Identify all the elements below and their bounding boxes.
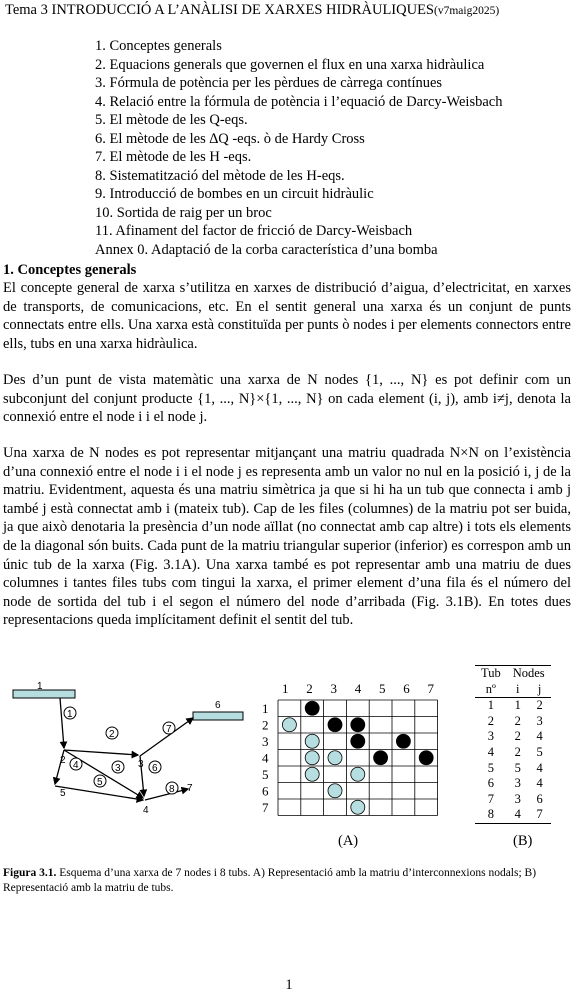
label-a: (A) [338,833,359,849]
tubs-subheader-n: nº [475,682,507,698]
matrix-row-header: 7 [262,800,269,815]
svg-text:6: 6 [152,763,158,774]
tube-marker-3 [112,761,124,774]
svg-text:1: 1 [67,709,73,720]
tube-marker-5 [94,775,106,788]
svg-text:5: 5 [97,777,103,788]
matrix-dot-lower [282,718,296,732]
connectivity-matrix [258,680,458,820]
matrix-dot-lower [305,734,319,748]
tube-marker-6 [149,761,161,774]
svg-text:3: 3 [115,763,121,774]
tubs-subheader-i: i [507,682,529,698]
table-of-contents [95,37,502,259]
svg-text:2: 2 [109,729,115,740]
toc-item: 1. Conceptes generals [95,38,222,54]
matrix-dot-upper [419,751,433,765]
pipe-2 [64,750,138,755]
tube-marker-2 [106,727,118,740]
table-row: 3 2 4 [487,729,543,744]
matrix-dot-upper [305,701,319,715]
page-header [5,2,499,19]
svg-text:4: 4 [73,760,79,771]
tube-marker-1 [64,707,76,720]
matrix-row-header: 5 [262,767,269,782]
pipe-3 [64,750,143,798]
tubs-header-tub: Tub [475,666,507,682]
tube-marker-8 [166,782,178,795]
header-version: (v7maig2025) [434,5,500,17]
matrix-row-header: 1 [262,701,269,716]
table-row: 2 2 3 [487,713,543,728]
matrix-dot-upper [328,718,342,732]
matrix-row-header: 2 [262,717,269,733]
paragraph-2: Des d’un punt de vista matemàtic una xarxa de N nodes {1, ..., N} es pot definir com un subconjunt del conjunt producte {1, ..., N}×{1, ..., N} on cada element (i, j), amb i≠j, denota la connexió entre el node i i el node j. [3,372,571,426]
matrix-dot-upper [374,751,388,765]
node-label-2: 2 [60,755,66,766]
matrix-dot-upper [351,718,365,732]
matrix-dot-upper [396,734,410,748]
matrix-row-header: 4 [262,750,269,766]
table-row: 7 3 6 [487,791,543,806]
tube-marker-7 [163,722,175,735]
caption-label: Figura 3.1. [3,867,57,879]
page-number: 1 [285,977,293,993]
table-row: 6 3 4 [487,776,543,791]
table-row: 4 2 5 [487,744,543,759]
node-label-5: 5 [60,788,66,799]
pipe-1 [60,698,64,748]
network-diagram [0,670,250,820]
svg-text:7: 7 [166,724,172,735]
matrix-dot-upper [351,734,365,748]
node-label-4: 4 [143,805,149,816]
paragraph-1: El concepte general de xarxa s’utilitza en xarxes de distribució d’aigua, d’electricitat, en xarxes de transports, de comunicacions, etc. En el sentit general una xarxa és un conjunt de punts connectats entre ells. Una xarxa està constituïda per punts ò nodes i per elements connectors entre ells, tubs en una xarxa hidràulica. [3,280,571,352]
matrix-col-header: 3 [330,681,338,696]
matrix-dot-lower [351,800,365,814]
matrix-col-header: 4 [354,681,362,696]
matrix-row-header: 3 [262,734,269,749]
toc-item: 10. Sortida de raig per un broc [95,204,272,221]
svg-text:8: 8 [169,784,175,795]
matrix-dot-lower [305,751,319,765]
reservoir-6 [193,712,243,720]
header-title: Tema 3 INTRODUCCIÓ A L’ANÀLISI DE XARXES HIDRÀULIQUES [5,2,434,18]
matrix-row-header: 6 [262,783,269,799]
figure-caption [3,866,573,896]
toc-item: 2. Equacions generals que governen el flux en una xarxa hidràulica [95,56,485,73]
matrix-dot-lower [351,767,365,781]
caption-text: Esquema d’una xarxa de 7 nodes i 8 tubs. A) Representació amb la matriu d’interconnexions nodals; B) Representació amb la matriu de tubs. [3,867,537,894]
node-label-3: 3 [138,759,144,770]
toc-item: 5. El mètode de les Q-eqs. [95,112,248,128]
matrix-col-header: 1 [282,681,289,696]
toc-item: 6. El mètode de les ∆Q -eqs. ò de Hardy Cross [95,130,365,147]
paragraph-3: Una xarxa de N nodes es pot representar mitjançant una matriu quadrada N×N on l’existència d’una connexió entre el node i i el node j es representa amb un valor no nul en la posició i, j de la matriu. Evidentment, aquesta és una matriu simètrica ja que si hi ha un tub que connecta i amb j també j està connectat amb i (mateix tub). Cap de les files (columnes) de la matriu pot ser buida, ja que això denotaria la presència d’un node aïllat (no connectat amb cap altre) i tots els elements de la diagonal són buits. Cada punt de la matriu triangular superior (inferior) es correspon amb un únic tub de la xarxa (Fig. 3.1A). Una xarxa també es pot representar amb una matriu de dues columnes i tantes files tubs com tingui la xarxa, el primer element d’una fila és el número del node de sortida del tub i el segon el número del node d’arribada (Fig. 3.1B). En totes dues representacions queda implícitament definit el sentit del tub. [3,445,571,629]
tubs-table [475,665,551,824]
toc-item: 8. Sistematització del mètode de les H-eqs. [95,167,345,184]
matrix-dot-lower [328,751,342,765]
table-row: 8 4 7 [475,807,551,823]
matrix-dot-lower [305,767,319,781]
label-b: (B) [513,833,533,849]
matrix-col-header: 2 [306,681,313,696]
toc-item: 7. El mètode de les H -eqs. [95,149,252,165]
section-title: 1. Conceptes generals [3,262,137,278]
toc-item: 11. Afinament del factor de fricció de Darcy-Weisbach [95,223,413,239]
node-label-7: 7 [187,783,193,794]
tube-marker-4 [70,758,82,771]
tubs-header-nodes: Nodes [507,666,551,682]
toc-item: Annex 0. Adaptació de la corba característica d’una bomba [95,241,438,258]
matrix-col-header: 6 [403,681,410,696]
node-label-6: 6 [215,700,221,711]
toc-item: 9. Introducció de bombes en un circuit hidràulic [95,186,374,202]
matrix-col-header: 7 [427,681,435,696]
node-label-1: 1 [37,681,43,692]
pipe-5 [55,786,143,800]
toc-item: 3. Fórmula de potència per les pèrdues de càrrega contínues [95,75,443,91]
table-row: 1 1 2 [487,698,543,713]
toc-item: 4. Relació entre la fórmula de potència i l’equació de Darcy-Weisbach [95,93,503,110]
matrix-dot-lower [328,784,342,798]
reservoir-1 [13,690,75,698]
table-row: 5 5 4 [487,760,543,775]
matrix-col-header: 5 [379,681,386,696]
tubs-subheader-j: j [529,682,551,698]
